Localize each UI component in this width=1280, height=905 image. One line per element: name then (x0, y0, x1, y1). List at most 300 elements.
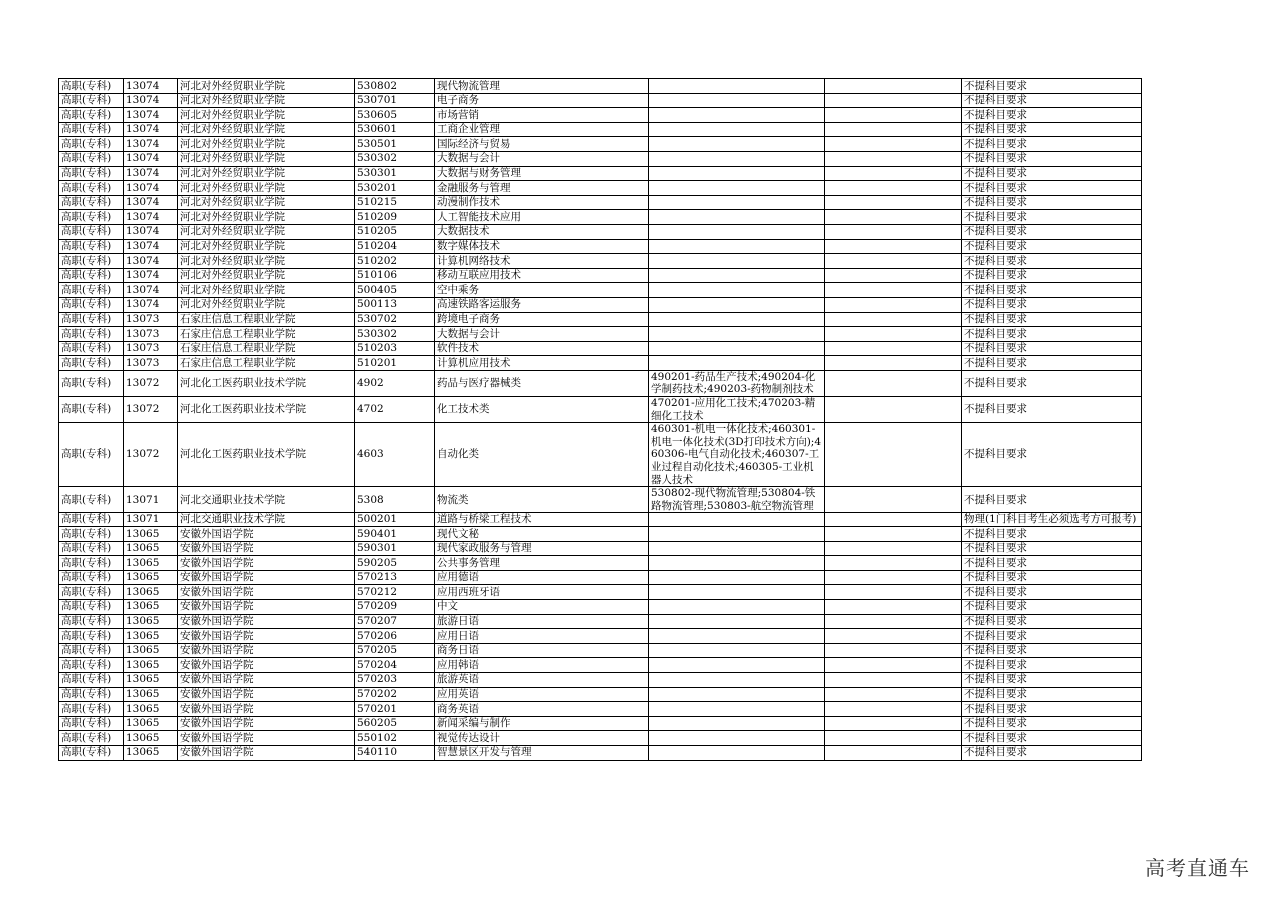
cell-included-majors (649, 210, 825, 225)
cell-major-code: 530601 (355, 122, 435, 137)
table-row (59, 570, 1142, 585)
cell-subject-requirement: 不提科目要求 (962, 370, 1142, 396)
cell-school-code: 13073 (124, 356, 178, 371)
cell-school-code: 13073 (124, 312, 178, 327)
cell-major-name: 现代物流管理 (435, 79, 649, 94)
cell-extra (825, 629, 962, 644)
cell-level: 高职(专科) (59, 151, 124, 166)
cell-major-name: 国际经济与贸易 (435, 137, 649, 152)
cell-extra (825, 556, 962, 571)
cell-extra (825, 268, 962, 283)
cell-level: 高职(专科) (59, 181, 124, 196)
cell-included-majors (649, 327, 825, 342)
table-row (59, 370, 1142, 396)
cell-subject-requirement: 不提科目要求 (962, 423, 1142, 487)
cell-major-name: 人工智能技术应用 (435, 210, 649, 225)
cell-subject-requirement: 不提科目要求 (962, 297, 1142, 312)
cell-school-name: 安徽外国语学院 (178, 541, 355, 556)
cell-major-name: 应用德语 (435, 570, 649, 585)
cell-school-name: 河北对外经贸职业学院 (178, 254, 355, 269)
cell-included-majors (649, 527, 825, 542)
table-row (59, 614, 1142, 629)
table-row (59, 643, 1142, 658)
cell-school-code: 13074 (124, 254, 178, 269)
table-row (59, 541, 1142, 556)
cell-major-name: 商务英语 (435, 702, 649, 717)
cell-major-name: 旅游日语 (435, 614, 649, 629)
cell-school-code: 13074 (124, 79, 178, 94)
cell-major-name: 大数据与会计 (435, 151, 649, 166)
cell-level: 高职(专科) (59, 224, 124, 239)
cell-major-name: 工商企业管理 (435, 122, 649, 137)
cell-extra (825, 599, 962, 614)
cell-major-code: 570207 (355, 614, 435, 629)
cell-extra (825, 356, 962, 371)
cell-school-name: 石家庄信息工程职业学院 (178, 356, 355, 371)
cell-major-code: 530201 (355, 181, 435, 196)
cell-extra (825, 570, 962, 585)
cell-major-name: 新闻采编与制作 (435, 716, 649, 731)
cell-subject-requirement: 不提科目要求 (962, 181, 1142, 196)
cell-subject-requirement: 不提科目要求 (962, 687, 1142, 702)
cell-subject-requirement: 不提科目要求 (962, 210, 1142, 225)
cell-school-code: 13074 (124, 166, 178, 181)
cell-extra (825, 687, 962, 702)
cell-level: 高职(专科) (59, 210, 124, 225)
cell-school-code: 13065 (124, 629, 178, 644)
cell-school-code: 13074 (124, 181, 178, 196)
cell-school-name: 安徽外国语学院 (178, 614, 355, 629)
cell-school-name: 河北对外经贸职业学院 (178, 137, 355, 152)
cell-subject-requirement: 不提科目要求 (962, 239, 1142, 254)
cell-major-code: 530605 (355, 108, 435, 123)
table-row (59, 423, 1142, 487)
cell-included-majors (649, 570, 825, 585)
cell-extra (825, 527, 962, 542)
table-row (59, 210, 1142, 225)
cell-level: 高职(专科) (59, 341, 124, 356)
cell-school-name: 安徽外国语学院 (178, 599, 355, 614)
cell-major-name: 市场营销 (435, 108, 649, 123)
table-row (59, 122, 1142, 137)
cell-included-majors (649, 239, 825, 254)
cell-school-name: 河北对外经贸职业学院 (178, 283, 355, 298)
cell-major-code: 4702 (355, 397, 435, 423)
cell-major-name: 动漫制作技术 (435, 195, 649, 210)
cell-subject-requirement: 不提科目要求 (962, 487, 1142, 513)
table-row (59, 629, 1142, 644)
cell-level: 高职(专科) (59, 423, 124, 487)
table-row (59, 283, 1142, 298)
cell-level: 高职(专科) (59, 166, 124, 181)
cell-extra (825, 312, 962, 327)
table-row (59, 327, 1142, 342)
cell-major-name: 计算机应用技术 (435, 356, 649, 371)
cell-major-name: 电子商务 (435, 93, 649, 108)
cell-school-code: 13065 (124, 687, 178, 702)
cell-extra (825, 122, 962, 137)
cell-major-code: 590301 (355, 541, 435, 556)
cell-major-code: 560205 (355, 716, 435, 731)
cell-included-majors (649, 599, 825, 614)
cell-included-majors (649, 672, 825, 687)
cell-major-code: 5308 (355, 487, 435, 513)
cell-major-code: 510106 (355, 268, 435, 283)
cell-school-name: 安徽外国语学院 (178, 585, 355, 600)
cell-major-name: 视觉传达设计 (435, 731, 649, 746)
cell-extra (825, 423, 962, 487)
cell-major-name: 大数据与财务管理 (435, 166, 649, 181)
cell-extra (825, 541, 962, 556)
cell-school-name: 河北对外经贸职业学院 (178, 297, 355, 312)
cell-subject-requirement: 不提科目要求 (962, 224, 1142, 239)
cell-school-name: 石家庄信息工程职业学院 (178, 312, 355, 327)
cell-major-code: 510201 (355, 356, 435, 371)
cell-included-majors: 470201-应用化工技术;470203-精细化工技术 (649, 397, 825, 423)
cell-level: 高职(专科) (59, 254, 124, 269)
cell-major-name: 中文 (435, 599, 649, 614)
cell-major-code: 530701 (355, 93, 435, 108)
cell-school-code: 13073 (124, 341, 178, 356)
table-row (59, 108, 1142, 123)
cell-subject-requirement: 不提科目要求 (962, 585, 1142, 600)
cell-subject-requirement: 不提科目要求 (962, 570, 1142, 585)
cell-extra (825, 513, 962, 527)
cell-extra (825, 487, 962, 513)
cell-school-code: 13065 (124, 541, 178, 556)
table-row (59, 137, 1142, 152)
cell-school-name: 安徽外国语学院 (178, 643, 355, 658)
cell-included-majors (649, 341, 825, 356)
cell-school-code: 13065 (124, 672, 178, 687)
cell-major-code: 570206 (355, 629, 435, 644)
cell-included-majors (649, 224, 825, 239)
cell-school-name: 石家庄信息工程职业学院 (178, 327, 355, 342)
cell-school-name: 河北对外经贸职业学院 (178, 210, 355, 225)
cell-major-name: 自动化类 (435, 423, 649, 487)
cell-level: 高职(专科) (59, 745, 124, 760)
cell-major-name: 应用英语 (435, 687, 649, 702)
cell-subject-requirement: 不提科目要求 (962, 312, 1142, 327)
cell-included-majors (649, 166, 825, 181)
cell-level: 高职(专科) (59, 268, 124, 283)
cell-included-majors: 530802-现代物流管理;530804-铁路物流管理;530803-航空物流管理 (649, 487, 825, 513)
cell-subject-requirement: 不提科目要求 (962, 137, 1142, 152)
cell-level: 高职(专科) (59, 513, 124, 527)
cell-school-code: 13065 (124, 556, 178, 571)
cell-subject-requirement: 不提科目要求 (962, 731, 1142, 746)
cell-subject-requirement: 不提科目要求 (962, 341, 1142, 356)
cell-level: 高职(专科) (59, 137, 124, 152)
cell-subject-requirement: 物理(1门科目考生必须选考方可报考) (962, 513, 1142, 527)
cell-extra (825, 166, 962, 181)
table-row (59, 93, 1142, 108)
cell-subject-requirement: 不提科目要求 (962, 614, 1142, 629)
cell-level: 高职(专科) (59, 397, 124, 423)
cell-extra (825, 283, 962, 298)
cell-major-code: 4603 (355, 423, 435, 487)
cell-included-majors (649, 556, 825, 571)
cell-subject-requirement: 不提科目要求 (962, 268, 1142, 283)
cell-level: 高职(专科) (59, 614, 124, 629)
cell-extra (825, 672, 962, 687)
table-row (59, 297, 1142, 312)
cell-school-code: 13074 (124, 195, 178, 210)
cell-school-name: 河北对外经贸职业学院 (178, 224, 355, 239)
cell-level: 高职(专科) (59, 643, 124, 658)
cell-school-code: 13072 (124, 423, 178, 487)
cell-major-code: 510205 (355, 224, 435, 239)
cell-extra (825, 658, 962, 673)
cell-extra (825, 224, 962, 239)
cell-included-majors (649, 513, 825, 527)
table-row (59, 672, 1142, 687)
cell-school-name: 河北对外经贸职业学院 (178, 108, 355, 123)
cell-school-name: 安徽外国语学院 (178, 702, 355, 717)
cell-major-name: 跨境电子商务 (435, 312, 649, 327)
cell-extra (825, 585, 962, 600)
cell-school-code: 13065 (124, 731, 178, 746)
cell-subject-requirement: 不提科目要求 (962, 327, 1142, 342)
cell-school-name: 河北交通职业技术学院 (178, 513, 355, 527)
cell-school-name: 河北对外经贸职业学院 (178, 195, 355, 210)
table-row (59, 716, 1142, 731)
table-body (59, 79, 1142, 761)
cell-level: 高职(专科) (59, 731, 124, 746)
cell-extra (825, 702, 962, 717)
table-row (59, 166, 1142, 181)
cell-included-majors (649, 93, 825, 108)
table-row (59, 599, 1142, 614)
cell-major-code: 570205 (355, 643, 435, 658)
cell-included-majors (649, 108, 825, 123)
cell-subject-requirement: 不提科目要求 (962, 93, 1142, 108)
cell-school-code: 13073 (124, 327, 178, 342)
cell-school-code: 13065 (124, 716, 178, 731)
cell-extra (825, 108, 962, 123)
cell-extra (825, 731, 962, 746)
cell-school-name: 河北化工医药职业技术学院 (178, 397, 355, 423)
cell-level: 高职(专科) (59, 585, 124, 600)
cell-included-majors (649, 716, 825, 731)
cell-school-code: 13074 (124, 283, 178, 298)
cell-school-name: 安徽外国语学院 (178, 745, 355, 760)
cell-major-code: 570204 (355, 658, 435, 673)
cell-extra (825, 297, 962, 312)
cell-subject-requirement: 不提科目要求 (962, 599, 1142, 614)
cell-major-code: 510203 (355, 341, 435, 356)
cell-major-name: 高速铁路客运服务 (435, 297, 649, 312)
cell-included-majors (649, 122, 825, 137)
cell-major-name: 金融服务与管理 (435, 181, 649, 196)
cell-extra (825, 370, 962, 396)
table-row (59, 224, 1142, 239)
cell-subject-requirement: 不提科目要求 (962, 108, 1142, 123)
cell-subject-requirement: 不提科目要求 (962, 745, 1142, 760)
cell-level: 高职(专科) (59, 672, 124, 687)
cell-major-name: 大数据与会计 (435, 327, 649, 342)
cell-level: 高职(专科) (59, 527, 124, 542)
cell-subject-requirement: 不提科目要求 (962, 629, 1142, 644)
cell-major-code: 540110 (355, 745, 435, 760)
cell-subject-requirement: 不提科目要求 (962, 254, 1142, 269)
cell-extra (825, 745, 962, 760)
cell-included-majors (649, 195, 825, 210)
cell-school-code: 13074 (124, 239, 178, 254)
cell-included-majors (649, 731, 825, 746)
cell-school-name: 河北对外经贸职业学院 (178, 79, 355, 94)
table-row (59, 239, 1142, 254)
cell-school-name: 河北对外经贸职业学院 (178, 151, 355, 166)
cell-included-majors (649, 312, 825, 327)
cell-major-code: 530302 (355, 327, 435, 342)
cell-major-name: 物流类 (435, 487, 649, 513)
cell-major-name: 大数据技术 (435, 224, 649, 239)
table-row (59, 745, 1142, 760)
cell-major-name: 药品与医疗器械类 (435, 370, 649, 396)
cell-school-name: 石家庄信息工程职业学院 (178, 341, 355, 356)
cell-extra (825, 327, 962, 342)
cell-level: 高职(专科) (59, 687, 124, 702)
cell-level: 高职(专科) (59, 599, 124, 614)
cell-school-name: 安徽外国语学院 (178, 731, 355, 746)
cell-school-code: 13065 (124, 702, 178, 717)
cell-major-code: 550102 (355, 731, 435, 746)
cell-major-code: 500405 (355, 283, 435, 298)
table-row (59, 513, 1142, 527)
cell-level: 高职(专科) (59, 283, 124, 298)
table-row (59, 356, 1142, 371)
cell-major-name: 旅游英语 (435, 672, 649, 687)
cell-major-code: 510202 (355, 254, 435, 269)
cell-major-name: 计算机网络技术 (435, 254, 649, 269)
cell-level: 高职(专科) (59, 356, 124, 371)
cell-included-majors (649, 585, 825, 600)
cell-school-code: 13074 (124, 210, 178, 225)
cell-school-code: 13072 (124, 397, 178, 423)
cell-level: 高职(专科) (59, 327, 124, 342)
cell-school-name: 河北交通职业技术学院 (178, 487, 355, 513)
cell-major-name: 空中乘务 (435, 283, 649, 298)
cell-included-majors (649, 541, 825, 556)
cell-major-code: 570201 (355, 702, 435, 717)
cell-included-majors (649, 79, 825, 94)
cell-school-name: 河北对外经贸职业学院 (178, 239, 355, 254)
cell-major-code: 530802 (355, 79, 435, 94)
table-row (59, 702, 1142, 717)
cell-level: 高职(专科) (59, 629, 124, 644)
cell-major-name: 现代文秘 (435, 527, 649, 542)
cell-level: 高职(专科) (59, 556, 124, 571)
cell-level: 高职(专科) (59, 93, 124, 108)
cell-school-code: 13074 (124, 108, 178, 123)
cell-level: 高职(专科) (59, 108, 124, 123)
cell-major-code: 570212 (355, 585, 435, 600)
table-row (59, 556, 1142, 571)
cell-extra (825, 716, 962, 731)
cell-level: 高职(专科) (59, 541, 124, 556)
cell-school-code: 13071 (124, 487, 178, 513)
cell-level: 高职(专科) (59, 297, 124, 312)
cell-subject-requirement: 不提科目要求 (962, 283, 1142, 298)
cell-extra (825, 181, 962, 196)
cell-included-majors (649, 702, 825, 717)
cell-school-code: 13065 (124, 614, 178, 629)
cell-included-majors (649, 658, 825, 673)
cell-major-code: 570202 (355, 687, 435, 702)
cell-major-code: 530702 (355, 312, 435, 327)
enrollment-table (58, 78, 1142, 761)
table-row (59, 79, 1142, 94)
cell-school-name: 安徽外国语学院 (178, 570, 355, 585)
cell-school-name: 河北对外经贸职业学院 (178, 93, 355, 108)
cell-major-name: 应用西班牙语 (435, 585, 649, 600)
cell-school-code: 13074 (124, 297, 178, 312)
cell-school-name: 河北对外经贸职业学院 (178, 166, 355, 181)
cell-subject-requirement: 不提科目要求 (962, 79, 1142, 94)
table-row (59, 151, 1142, 166)
cell-school-code: 13074 (124, 122, 178, 137)
cell-school-code: 13065 (124, 570, 178, 585)
cell-subject-requirement: 不提科目要求 (962, 356, 1142, 371)
cell-major-code: 590401 (355, 527, 435, 542)
cell-major-name: 智慧景区开发与管理 (435, 745, 649, 760)
cell-subject-requirement: 不提科目要求 (962, 397, 1142, 423)
cell-included-majors (649, 268, 825, 283)
table-row (59, 195, 1142, 210)
table-row (59, 527, 1142, 542)
cell-extra (825, 93, 962, 108)
cell-major-code: 590205 (355, 556, 435, 571)
cell-level: 高职(专科) (59, 370, 124, 396)
table-row (59, 312, 1142, 327)
cell-major-code: 500201 (355, 513, 435, 527)
cell-subject-requirement: 不提科目要求 (962, 527, 1142, 542)
cell-included-majors (649, 643, 825, 658)
cell-major-code: 570203 (355, 672, 435, 687)
cell-level: 高职(专科) (59, 122, 124, 137)
cell-school-code: 13074 (124, 151, 178, 166)
cell-major-code: 570213 (355, 570, 435, 585)
cell-included-majors (649, 356, 825, 371)
cell-included-majors (649, 745, 825, 760)
cell-included-majors (649, 297, 825, 312)
cell-included-majors: 490201-药品生产技术;490204-化学制药技术;490203-药物制剂技术 (649, 370, 825, 396)
cell-major-name: 商务日语 (435, 643, 649, 658)
cell-major-name: 化工技术类 (435, 397, 649, 423)
cell-school-name: 安徽外国语学院 (178, 527, 355, 542)
cell-subject-requirement: 不提科目要求 (962, 122, 1142, 137)
cell-major-code: 530302 (355, 151, 435, 166)
cell-school-name: 安徽外国语学院 (178, 629, 355, 644)
table-row (59, 268, 1142, 283)
cell-extra (825, 341, 962, 356)
cell-extra (825, 397, 962, 423)
watermark-text: 高考直通车 (1145, 856, 1250, 880)
cell-extra (825, 137, 962, 152)
cell-subject-requirement: 不提科目要求 (962, 151, 1142, 166)
table-row (59, 687, 1142, 702)
cell-school-name: 河北化工医药职业技术学院 (178, 423, 355, 487)
cell-school-name: 安徽外国语学院 (178, 672, 355, 687)
cell-subject-requirement: 不提科目要求 (962, 643, 1142, 658)
cell-extra (825, 79, 962, 94)
table-row (59, 181, 1142, 196)
cell-subject-requirement: 不提科目要求 (962, 556, 1142, 571)
cell-major-name: 公共事务管理 (435, 556, 649, 571)
table-row (59, 341, 1142, 356)
cell-subject-requirement: 不提科目要求 (962, 672, 1142, 687)
